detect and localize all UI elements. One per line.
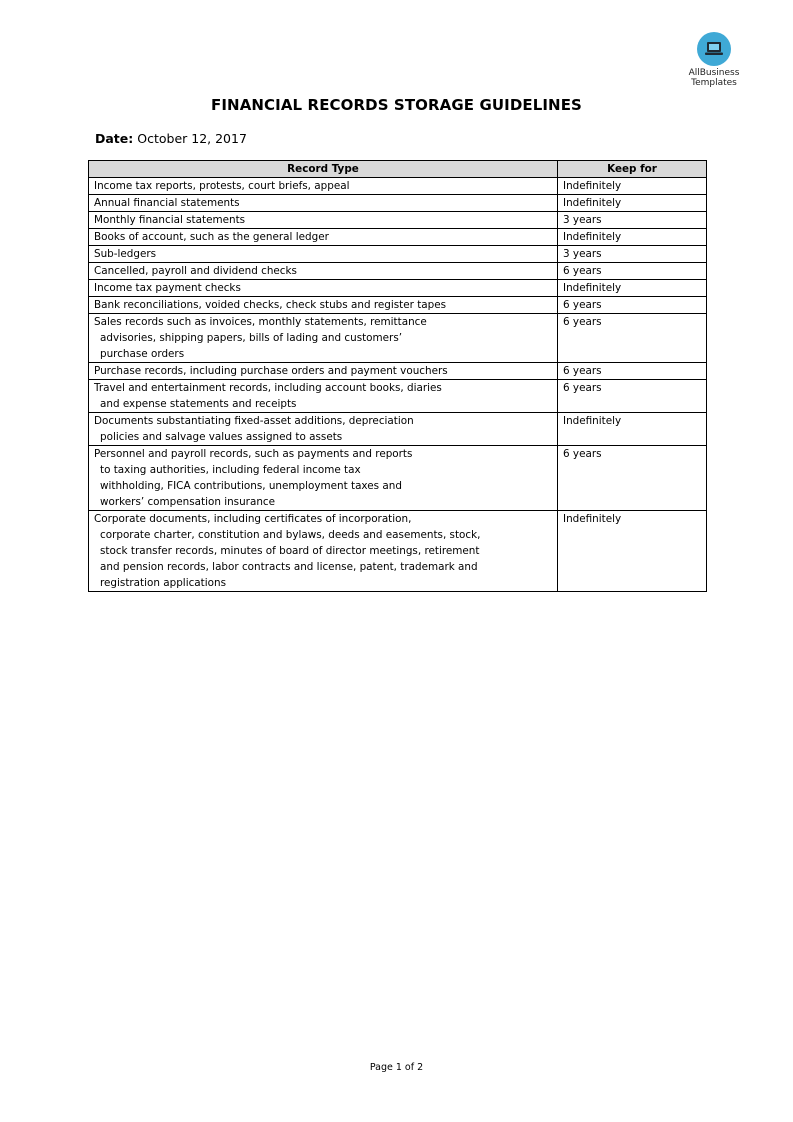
laptop-icon [704,40,724,58]
record-type-line: and pension records, labor contracts and license, patent, trademark and [100,561,478,573]
keep-for-cell: 6 years [558,363,707,380]
records-table [88,160,707,592]
record-type-cell [89,212,558,229]
keep-for-cell: 6 years [558,380,707,413]
record-type-line: to taxing authorities, including federal income tax [100,464,361,476]
logo-badge [697,32,731,66]
table-row [89,297,707,314]
table-row [89,380,707,413]
record-type-line: Annual financial statements [94,197,240,209]
keep-for-cell: Indefinitely [558,280,707,297]
record-type-cell [89,413,558,446]
header-record-type: Record Type [89,161,558,178]
keep-for-cell: 6 years [558,297,707,314]
table-row [89,246,707,263]
document-title: FINANCIAL RECORDS STORAGE GUIDELINES [211,96,582,114]
record-type-line: and expense statements and receipts [100,398,297,410]
table-row [89,263,707,280]
record-type-line: withholding, FICA contributions, unemployment taxes and [100,480,402,492]
record-type-cell [89,446,558,511]
date-label: Date: [95,131,134,146]
table-row [89,446,707,511]
record-type-cell [89,280,558,297]
record-type-cell [89,511,558,592]
keep-for-cell: Indefinitely [558,195,707,212]
table-header-row [89,161,707,178]
record-type-line: Travel and entertainment records, including account books, diaries [94,382,442,394]
keep-for-cell: 3 years [558,212,707,229]
table-row [89,280,707,297]
document-date [95,131,247,146]
table-row [89,413,707,446]
record-type-line: workers’ compensation insurance [100,496,276,508]
record-type-line: registration applications [100,577,226,589]
keep-for-cell: Indefinitely [558,413,707,446]
record-type-cell [89,229,558,246]
logo-line-1: AllBusiness [688,68,740,78]
record-type-cell [89,178,558,195]
date-value: October 12, 2017 [137,131,247,146]
page-number: Page 1 of 2 [369,1062,424,1073]
records-body [89,178,707,592]
record-type-line: Sub-ledgers [94,248,157,260]
table-row [89,212,707,229]
record-type-line: Income tax payment checks [94,282,241,294]
record-type-line: Sales records such as invoices, monthly statements, remittance [94,316,427,328]
record-type-cell [89,246,558,263]
record-type-cell [89,263,558,280]
table-row [89,195,707,212]
record-type-cell [89,314,558,363]
record-type-cell [89,297,558,314]
brand-logo [684,32,744,88]
record-type-line: Purchase records, including purchase orders and payment vouchers [94,365,448,377]
record-type-cell [89,195,558,212]
record-type-cell [89,363,558,380]
record-type-line: corporate charter, constitution and bylaws, deeds and easements, stock, [100,529,481,541]
keep-for-cell: Indefinitely [558,229,707,246]
record-type-line: Bank reconciliations, voided checks, check stubs and register tapes [94,299,447,311]
table-row [89,229,707,246]
record-type-line: Income tax reports, protests, court briefs, appeal [94,180,350,192]
record-type-line: Corporate documents, including certificates of incorporation, [94,513,412,525]
record-type-line: policies and salvage values assigned to assets [100,431,343,443]
record-type-line: Personnel and payroll records, such as payments and reports [94,448,413,460]
record-type-line: advisories, shipping papers, bills of lading and customers’ [100,332,403,344]
keep-for-cell: 6 years [558,314,707,363]
record-type-line: Monthly financial statements [94,214,246,226]
table-row [89,178,707,195]
logo-line-2: Templates [691,78,737,88]
table-row [89,314,707,363]
keep-for-cell: 3 years [558,246,707,263]
record-type-line: Cancelled, payroll and dividend checks [94,265,297,277]
record-type-line: stock transfer records, minutes of board of director meetings, retirement [100,545,480,557]
table-row [89,511,707,592]
keep-for-cell: Indefinitely [558,511,707,592]
record-type-line: purchase orders [100,348,185,360]
header-keep-for: Keep for [558,161,707,178]
record-type-line: Books of account, such as the general ledger [94,231,329,243]
keep-for-cell: 6 years [558,446,707,511]
record-type-cell [89,380,558,413]
keep-for-cell: 6 years [558,263,707,280]
keep-for-cell: Indefinitely [558,178,707,195]
logo-text [684,68,744,88]
record-type-line: Documents substantiating fixed-asset additions, depreciation [94,415,414,427]
table-row [89,363,707,380]
